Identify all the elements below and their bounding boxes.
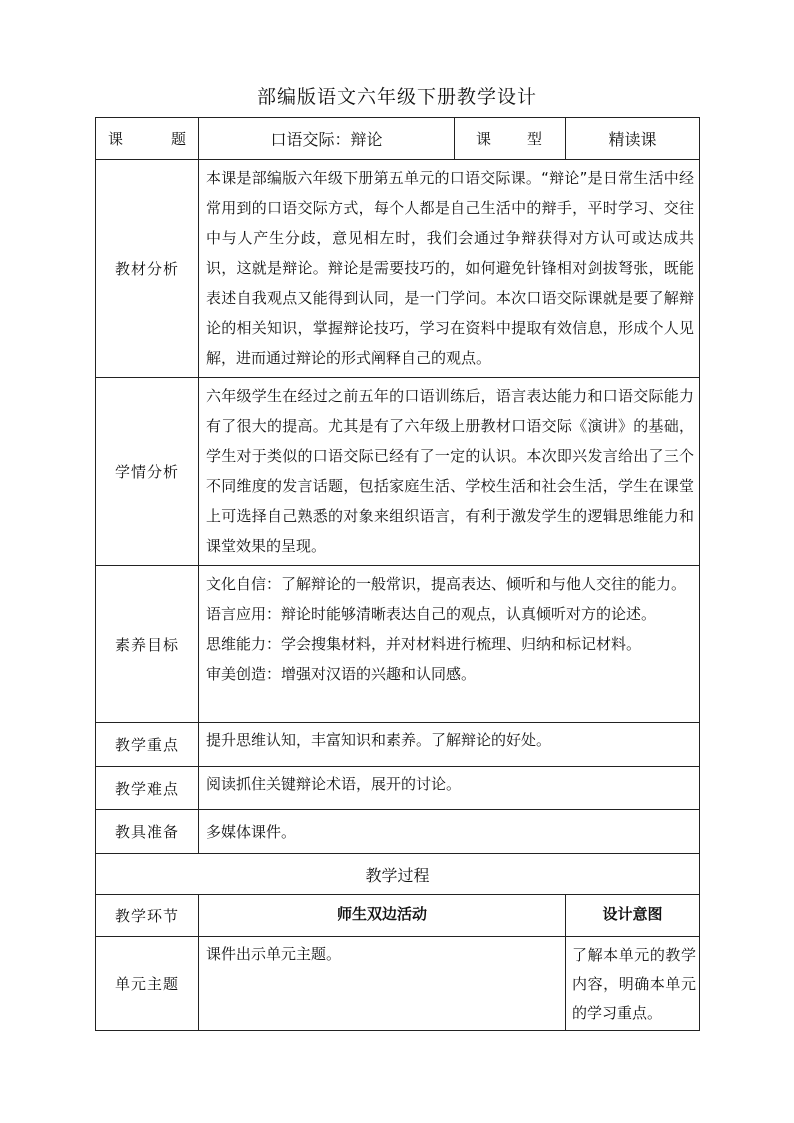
- goal-item-aesthetic: 审美创造：增强对汉语的兴趣和认同感。: [206, 665, 477, 683]
- type-label: 课 型: [455, 118, 566, 160]
- literacy-goals-row: [96, 566, 700, 723]
- goal-item-culture: 文化自信：了解辩论的一般常识，提高表达、倾听和与他人交往的能力。: [206, 575, 687, 593]
- process-activity: 课件出示单元主题。: [199, 937, 566, 1031]
- process-intent: 了解本单元的教学内容，明确本单元的学习重点。: [566, 937, 700, 1031]
- key-point-row: [96, 723, 700, 767]
- tools-text: 多媒体课件。: [199, 810, 700, 854]
- material-analysis-row: [96, 160, 700, 378]
- material-analysis-label: 教材分析: [96, 160, 199, 378]
- goal-item-thinking: 思维能力：学会搜集材料，并对材料进行梳理、归纳和标记材料。: [206, 635, 642, 653]
- student-analysis-row: [96, 378, 700, 566]
- column-header-step: 教学环节: [96, 895, 199, 937]
- header-row: [96, 118, 700, 160]
- type-value: 精读课: [566, 118, 700, 160]
- process-row: [96, 937, 700, 1031]
- difficulty-row: [96, 767, 700, 810]
- goal-item-language: 语言应用：辩论时能够清晰表达自己的观点，认真倾听对方的论述。: [206, 605, 657, 623]
- literacy-goals-list: [199, 566, 700, 723]
- process-heading: 教学过程: [96, 854, 700, 895]
- column-header-intent: 设计意图: [566, 895, 700, 937]
- student-analysis-text: 六年级学生在经过之前五年的口语训练后，语言表达能力和口语交际能力有了很大的提高。尤其是有了六年级上册教材口语交际《演讲》的基础，学生对于类似的口语交际已经有了一定的认识。本次即兴发言给出了三个不同维度的发言话题，包括家庭生活、学校生活和社会生活，学生在课堂上可选择自己熟悉的对象来组织语言，有利于激发学生的逻辑思维能力和课堂效果的呈现。: [199, 378, 700, 566]
- difficulty-text: 阅读抓住关键辩论术语，展开的讨论。: [199, 767, 700, 810]
- student-analysis-label: 学情分析: [96, 378, 199, 566]
- literacy-goals-label: 素养目标: [96, 566, 199, 723]
- tools-label: 教具准备: [96, 810, 199, 854]
- key-point-text: 提升思维认知，丰富知识和素养。了解辩论的好处。: [199, 723, 700, 767]
- material-analysis-text: 本课是部编版六年级下册第五单元的口语交际课。“辩论”是日常生活中经常用到的口语交际方式，每个人都是自己生活中的辩手，平时学习、交往中与人产生分歧，意见相左时，我们会通过争辩获得对方认可或达成共识，这就是辩论。辩论是需要技巧的，如何避免针锋相对剑拔弩张，既能表述自我观点又能得到认同，是一门学问。本次口语交际课就是要了解辩论的相关知识，掌握辩论技巧，学习在资料中提取有效信息，形成个人见解，进而通过辩论的形式阐释自己的观点。: [199, 160, 700, 378]
- topic-label: 课 题: [96, 118, 199, 160]
- process-step: 单元主题: [96, 937, 199, 1031]
- tools-row: [96, 810, 700, 854]
- key-point-label: 教学重点: [96, 723, 199, 767]
- column-header-activity: 师生双边活动: [199, 895, 566, 937]
- difficulty-label: 教学难点: [96, 767, 199, 810]
- document-title: 部编版语文六年级下册教学设计: [256, 86, 537, 108]
- process-heading-row: [96, 854, 700, 895]
- topic-value: 口语交际：辩论: [199, 118, 455, 160]
- process-column-headers: [96, 895, 700, 937]
- lesson-plan-table: [95, 117, 700, 1031]
